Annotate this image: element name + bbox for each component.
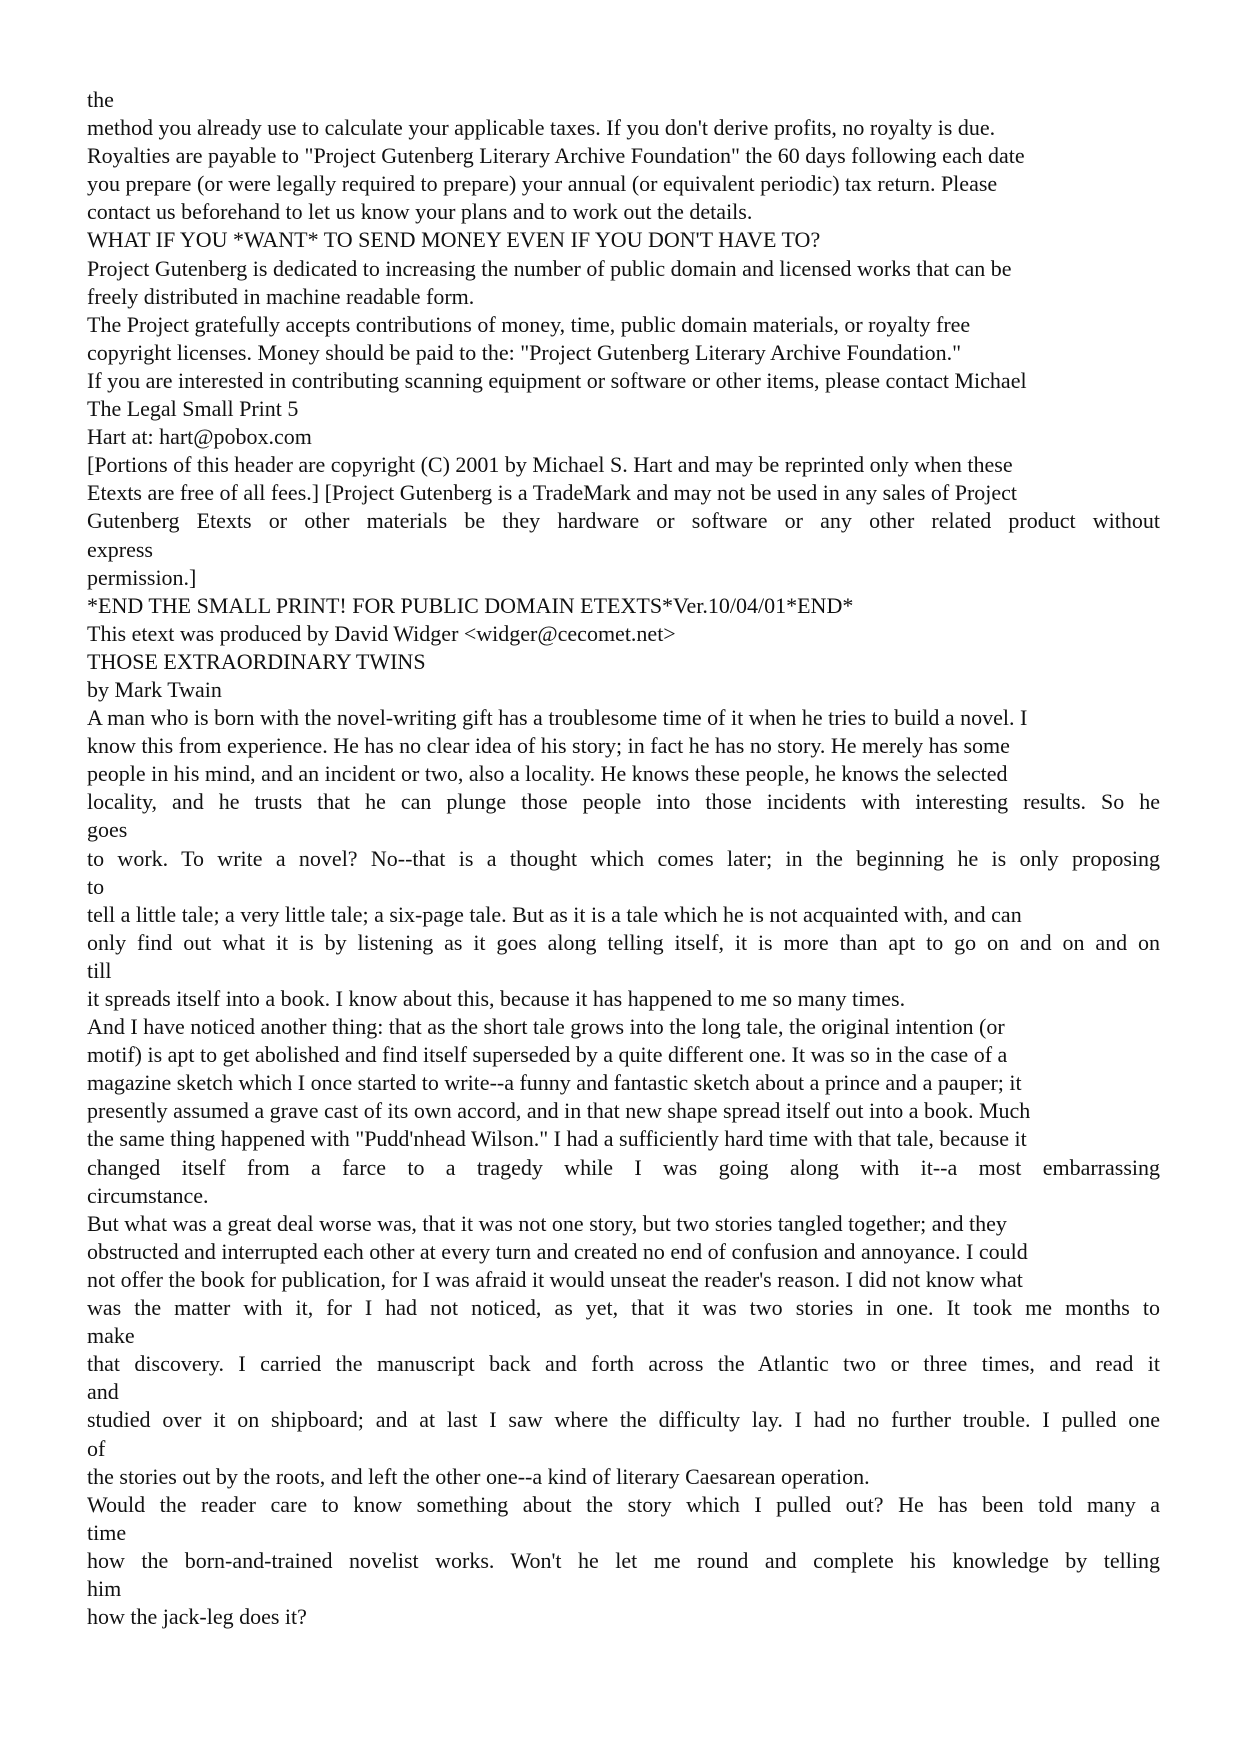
text-line: [Portions of this header are copyright (C) 2001 by Michael S. Hart and may be reprinted only when these bbox=[87, 452, 1013, 478]
text-line: make bbox=[87, 1323, 135, 1349]
text-line: that discovery. I carried the manuscript back and forth across the Atlantic two or three times, and read it bbox=[87, 1351, 1160, 1377]
text-line: motif) is apt to get abolished and find itself superseded by a quite different one. It was so in the case of a bbox=[87, 1042, 1008, 1068]
text-line: the bbox=[87, 87, 114, 112]
text-line: Project Gutenberg is dedicated to increasing the number of public domain and licensed works that can be bbox=[87, 255, 1012, 281]
text-line: him bbox=[87, 1575, 122, 1601]
text-line: time bbox=[87, 1519, 127, 1545]
text-line: locality, and he trusts that he can plunge those people into those incidents with interesting results. So he bbox=[87, 789, 1160, 815]
text-line: This etext was produced by David Widger <widger@cecomet.net> bbox=[87, 620, 676, 646]
text-line: presently assumed a grave cast of its own accord, and in that new shape spread itself out into a book. Much bbox=[87, 1098, 1031, 1124]
text-line: know this from experience. He has no clear idea of his story; in fact he has no story. He merely has some bbox=[87, 733, 1010, 759]
text-line: by Mark Twain bbox=[87, 676, 222, 702]
text-line: copyright licenses. Money should be paid to the: "Project Gutenberg Literary Archive Foundation." bbox=[87, 339, 962, 365]
text-line: magazine sketch which I once started to write--a funny and fantastic sketch about a prince and a pauper; it bbox=[87, 1070, 1022, 1096]
text-line: But what was a great deal worse was, that it was not one story, but two stories tangled together; and they bbox=[87, 1210, 1007, 1236]
text-line: changed itself from a farce to a tragedy while I was going along with it--a most embarrassing bbox=[87, 1154, 1160, 1180]
text-line: Would the reader care to know something about the story which I pulled out? He has been told many a bbox=[87, 1491, 1160, 1517]
text-line: not offer the book for publication, for I was afraid it would unseat the reader's reason. I did not know what bbox=[87, 1266, 1023, 1292]
text-line: to bbox=[87, 873, 105, 899]
text-line: WHAT IF YOU *WANT* TO SEND MONEY EVEN IF YOU DON'T HAVE TO? bbox=[87, 227, 821, 253]
text-line: how the jack-leg does it? bbox=[87, 1604, 307, 1630]
text-line: you prepare (or were legally required to prepare) your annual (or equivalent periodic) tax return. Please bbox=[87, 171, 998, 197]
text-line: The Legal Small Print 5 bbox=[87, 396, 299, 422]
text-line: people in his mind, and an incident or two, also a locality. He knows these people, he knows the selected bbox=[87, 761, 1008, 787]
text-line: obstructed and interrupted each other at every turn and created no end of confusion and annoyance. I could bbox=[87, 1238, 1028, 1264]
text-line: was the matter with it, for I had not noticed, as yet, that it was two stories in one. It took me months to bbox=[87, 1295, 1160, 1321]
document-page bbox=[87, 86, 1160, 1631]
text-line: only find out what it is by listening as it goes along telling itself, it is more than apt to go on and on and on bbox=[87, 929, 1160, 955]
text-line: to work. To write a novel? No--that is a thought which comes later; in the beginning he is only proposing bbox=[87, 845, 1160, 871]
text-line: the same thing happened with "Pudd'nhead Wilson." I had a sufficiently hard time with that tale, because it bbox=[87, 1126, 1027, 1152]
text-line: goes bbox=[87, 817, 128, 843]
text-line: *END THE SMALL PRINT! FOR PUBLIC DOMAIN ETEXTS*Ver.10/04/01*END* bbox=[87, 592, 854, 618]
text-line: tell a little tale; a very little tale; a six-page tale. But as it is a tale which he is not acquainted with, and can bbox=[87, 901, 1022, 927]
text-line: studied over it on shipboard; and at last I saw where the difficulty lay. I had no further trouble. I pulled one bbox=[87, 1407, 1160, 1433]
text-line: Royalties are payable to "Project Gutenberg Literary Archive Foundation" the 60 days following each date bbox=[87, 143, 1025, 169]
text-line: If you are interested in contributing scanning equipment or software or other items, please contact Michael bbox=[87, 367, 1027, 393]
text-line: contact us beforehand to let us know your plans and to work out the details. bbox=[87, 199, 753, 225]
text-line: THOSE EXTRAORDINARY TWINS bbox=[87, 648, 426, 674]
text-line: The Project gratefully accepts contributions of money, time, public domain materials, or royalty free bbox=[87, 311, 971, 337]
text-line: how the born-and-trained novelist works. Won't he let me round and complete his knowledge by telling bbox=[87, 1547, 1160, 1573]
text-line: Hart at: hart@pobox.com bbox=[87, 424, 312, 450]
text-line: freely distributed in machine readable form. bbox=[87, 283, 475, 309]
text-line: method you already use to calculate your applicable taxes. If you don't derive profits, no royalty is due. bbox=[87, 115, 996, 141]
text-line: circumstance. bbox=[87, 1182, 209, 1208]
text-line: Etexts are free of all fees.] [Project Gutenberg is a TradeMark and may not be used in any sales of Project bbox=[87, 480, 1018, 506]
text-line: Gutenberg Etexts or other materials be they hardware or software or any other related product without bbox=[87, 508, 1160, 534]
text-line: And I have noticed another thing: that as the short tale grows into the long tale, the original intention (or bbox=[87, 1014, 1005, 1040]
text-line: and bbox=[87, 1379, 119, 1405]
text-line: it spreads itself into a book. I know about this, because it has happened to me so many times. bbox=[87, 986, 906, 1011]
text-line: of bbox=[87, 1435, 106, 1461]
text-line: express bbox=[87, 536, 153, 562]
text-line: permission.] bbox=[87, 564, 197, 590]
text-line: the stories out by the roots, and left the other one--a kind of literary Caesarean operation. bbox=[87, 1463, 870, 1489]
text-line: till bbox=[87, 957, 112, 983]
text-line: A man who is born with the novel-writing gift has a troublesome time of it when he tries to build a novel. I bbox=[87, 705, 1028, 731]
